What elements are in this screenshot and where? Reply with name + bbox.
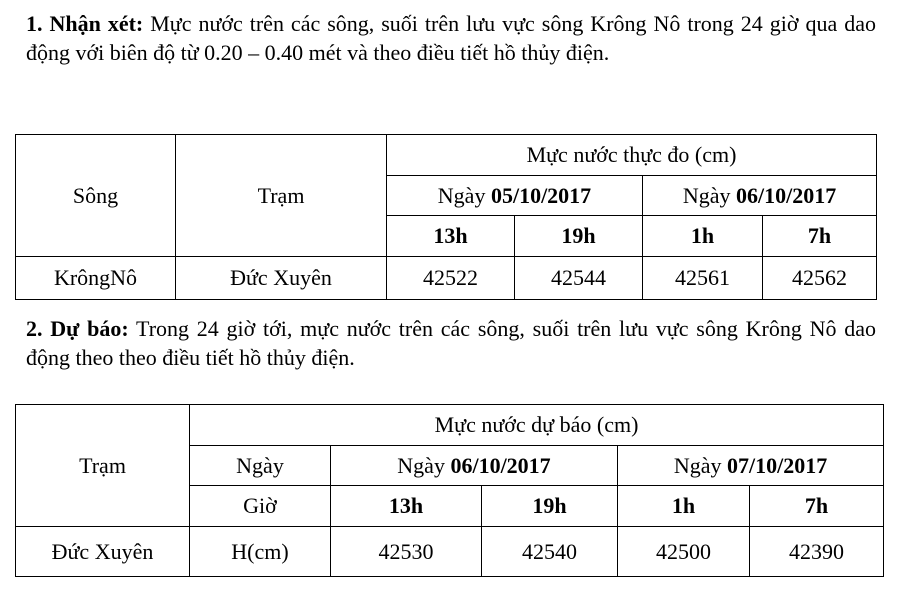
cell-song: KrôngNô xyxy=(16,257,176,300)
header-hour: 7h xyxy=(763,216,877,257)
measured-water-level-table xyxy=(15,134,877,300)
header-hour: 19h xyxy=(482,486,618,527)
header-day-1: Ngày 06/10/2017 xyxy=(331,446,618,486)
header-hour: 7h xyxy=(750,486,884,527)
cell-value: 42390 xyxy=(750,527,884,577)
observation-heading: 1. Nhận xét: xyxy=(26,11,144,36)
cell-value: 42530 xyxy=(331,527,482,577)
cell-tram: Đức Xuyên xyxy=(176,257,387,300)
header-gio-label: Giờ xyxy=(190,486,331,527)
header-tram: Trạm xyxy=(16,405,190,527)
cell-value: 42500 xyxy=(618,527,750,577)
forecast-paragraph xyxy=(26,314,876,372)
header-day-2: Ngày 07/10/2017 xyxy=(618,446,884,486)
header-hour: 13h xyxy=(331,486,482,527)
cell-value: 42561 xyxy=(643,257,763,300)
table-row xyxy=(16,257,877,300)
observation-text: Mực nước trên các sông, suối trên lưu vực sông Krông Nô trong 24 giờ qua dao động với biên độ từ 0.20 – 0.40 mét và theo điều tiết hồ thủy điện. xyxy=(26,11,876,65)
cell-value: 42562 xyxy=(763,257,877,300)
header-hour: 13h xyxy=(387,216,515,257)
forecast-text: Trong 24 giờ tới, mực nước trên các sông, suối trên lưu vực sông Krông Nô dao động theo theo điều tiết hồ thủy điện. xyxy=(26,316,876,370)
header-hour: 1h xyxy=(618,486,750,527)
header-tram: Trạm xyxy=(176,135,387,257)
observation-paragraph xyxy=(26,9,876,67)
header-hour: 19h xyxy=(515,216,643,257)
header-ngay-label: Ngày xyxy=(190,446,331,486)
cell-value: 42522 xyxy=(387,257,515,300)
header-forecast-level: Mực nước dự báo (cm) xyxy=(190,405,884,446)
header-song: Sông xyxy=(16,135,176,257)
forecast-water-level-table xyxy=(15,404,884,577)
header-measured-level: Mực nước thực đo (cm) xyxy=(387,135,877,176)
cell-label: H(cm) xyxy=(190,527,331,577)
cell-value: 42540 xyxy=(482,527,618,577)
cell-value: 42544 xyxy=(515,257,643,300)
cell-tram: Đức Xuyên xyxy=(16,527,190,577)
header-hour: 1h xyxy=(643,216,763,257)
table-row xyxy=(16,527,884,577)
header-day-2: Ngày 06/10/2017 xyxy=(643,176,877,216)
header-day-1: Ngày 05/10/2017 xyxy=(387,176,643,216)
forecast-heading: 2. Dự báo: xyxy=(26,316,129,341)
